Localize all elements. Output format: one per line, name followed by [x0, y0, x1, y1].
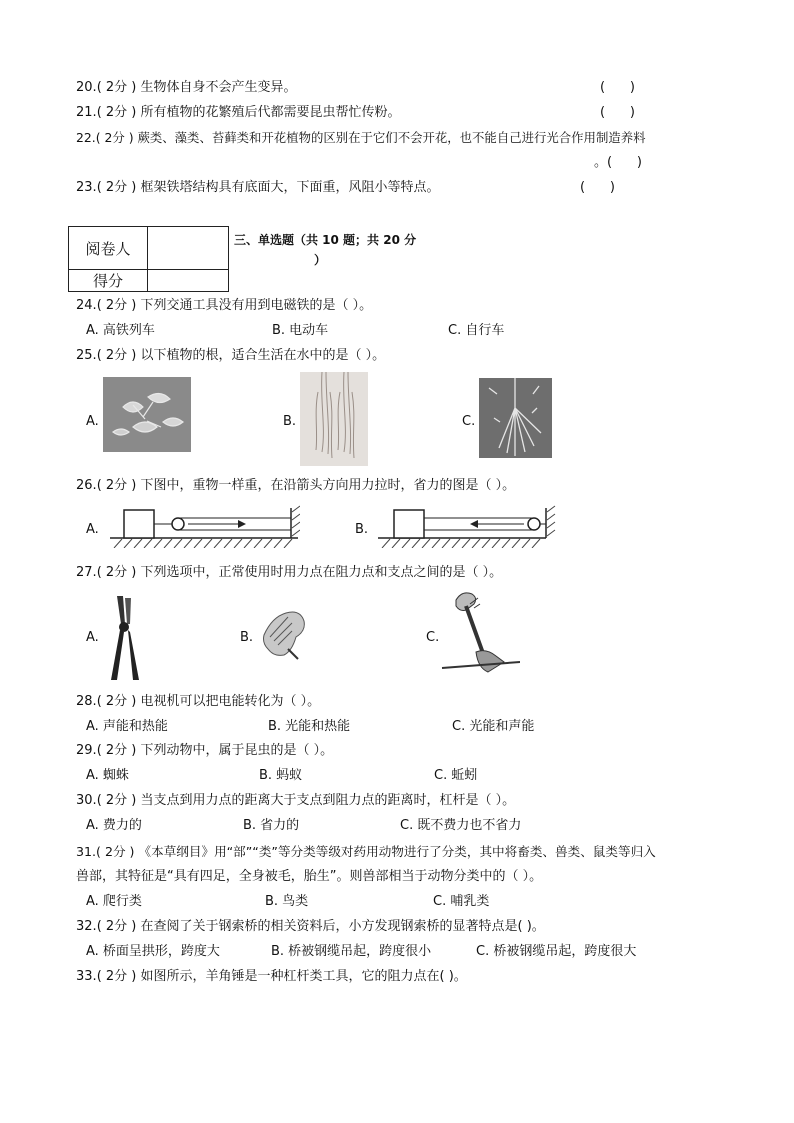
question-22: 22.( 2分 ) 蕨类、藻类、苔藓类和开花植物的区别在于它们不会开花，也不能自己进行光合作用制造养料 — [76, 130, 646, 145]
option-32-a[interactable]: A. 桥面呈拱形，跨度大 — [86, 944, 220, 959]
plant-roots-image-b — [300, 372, 368, 466]
question-26: 26.( 2分 ) 下图中，重物一样重，在沿箭头方向用力拉时，省力的图是（ ）。 — [76, 478, 516, 493]
option-30-b[interactable]: B. 省力的 — [243, 818, 300, 833]
score-table — [68, 226, 229, 292]
option-31-b[interactable]: B. 鸟类 — [265, 894, 309, 909]
question-28: 28.( 2分 ) 电视机可以把电能转化为（ ）。 — [76, 694, 321, 709]
option-28-c[interactable]: C. 光能和声能 — [452, 719, 535, 734]
option-28-b[interactable]: B. 光能和热能 — [268, 719, 351, 734]
option-31-c[interactable]: C. 哺乳类 — [433, 894, 490, 909]
question-25: 25.( 2分 ) 以下植物的根，适合生活在水中的是（ ）。 — [76, 348, 386, 363]
reviewer-label: 阅卷人 — [69, 227, 148, 270]
question-24: 24.( 2分 ) 下列交通工具没有用到电磁铁的是（ ）。 — [76, 298, 373, 313]
section-title: 三、单选题（共 10 题；共 20 分 — [234, 233, 417, 247]
answer-paren-22[interactable]: 。( ) — [594, 155, 642, 170]
option-26-a-label[interactable]: A. — [86, 522, 99, 537]
option-27-b-label[interactable]: B. — [240, 630, 254, 645]
option-27-c-label[interactable]: C. — [426, 630, 440, 645]
answer-paren-21[interactable]: ( ) — [600, 105, 635, 120]
pulley-diagram-a — [108, 504, 300, 548]
option-29-c[interactable]: C. 蚯蚓 — [434, 768, 478, 783]
question-31: 31.( 2分 ) 《本草纲目》用“部”“类”等分类等级对药用动物进行了分类，其中将畜类、兽类、鼠类等归入 — [76, 844, 656, 859]
question-33: 33.( 2分 ) 如图所示，羊角锤是一种杠杆类工具，它的阻力点在( )。 — [76, 969, 467, 984]
question-20: 20.( 2分 ) 生物体自身不会产生变异。 — [76, 80, 297, 95]
reviewer-field[interactable] — [148, 227, 229, 270]
option-26-b-label[interactable]: B. — [355, 522, 369, 537]
option-29-a[interactable]: A. 蜘蛛 — [86, 768, 129, 783]
option-31-a[interactable]: A. 爬行类 — [86, 894, 142, 909]
question-27: 27.( 2分 ) 下列选项中，正常使用时用力点在阻力点和支点之间的是（ ）。 — [76, 565, 503, 580]
score-label: 得分 — [69, 270, 148, 292]
question-23: 23.( 2分 ) 框架铁塔结构具有底面大，下面重，风阻小等特点。 — [76, 180, 440, 195]
hand-tweezers-image — [258, 605, 308, 665]
question-29: 29.( 2分 ) 下列动物中，属于昆虫的是（ ）。 — [76, 743, 334, 758]
option-24-b[interactable]: B. 电动车 — [272, 323, 329, 338]
option-27-a-label[interactable]: A. — [86, 630, 99, 645]
answer-paren-23[interactable]: ( ) — [580, 180, 615, 195]
question-32: 32.( 2分 ) 在查阅了关于钢索桥的相关资料后，小方发现钢索桥的显著特点是( )。 — [76, 919, 545, 934]
question-31-line-2: 兽部，其特征是“具有四足，全身被毛，胎生”。则兽部相当于动物分类中的（ ）。 — [76, 869, 543, 884]
option-32-c[interactable]: C. 桥被钢缆吊起，跨度很大 — [476, 944, 637, 959]
question-30: 30.( 2分 ) 当支点到用力点的距离大于支点到阻力点的距离时，杠杆是（ ）。 — [76, 793, 516, 808]
pliers-image — [103, 594, 143, 682]
option-29-b[interactable]: B. 蚂蚁 — [259, 768, 303, 783]
option-24-a[interactable]: A. 高铁列车 — [86, 323, 155, 338]
option-25-c-label[interactable]: C. — [462, 414, 476, 429]
question-21: 21.( 2分 ) 所有植物的花繁殖后代都需要昆虫帮忙传粉。 — [76, 105, 401, 120]
option-25-b-label[interactable]: B. — [283, 414, 297, 429]
plant-roots-image-c — [479, 378, 552, 458]
option-28-a[interactable]: A. 声能和热能 — [86, 719, 168, 734]
pulley-diagram-b — [376, 504, 578, 548]
answer-paren-20[interactable]: ( ) — [600, 80, 635, 95]
option-25-a-label[interactable]: A. — [86, 414, 99, 429]
hammer-image — [440, 590, 520, 682]
option-24-c[interactable]: C. 自行车 — [448, 323, 505, 338]
option-32-b[interactable]: B. 桥被钢缆吊起，跨度很小 — [271, 944, 432, 959]
plant-roots-image-a — [103, 377, 191, 452]
option-30-a[interactable]: A. 费力的 — [86, 818, 142, 833]
section-title-end: ） — [314, 253, 327, 267]
option-30-c[interactable]: C. 既不费力也不省力 — [400, 818, 522, 833]
score-field[interactable] — [148, 270, 229, 292]
